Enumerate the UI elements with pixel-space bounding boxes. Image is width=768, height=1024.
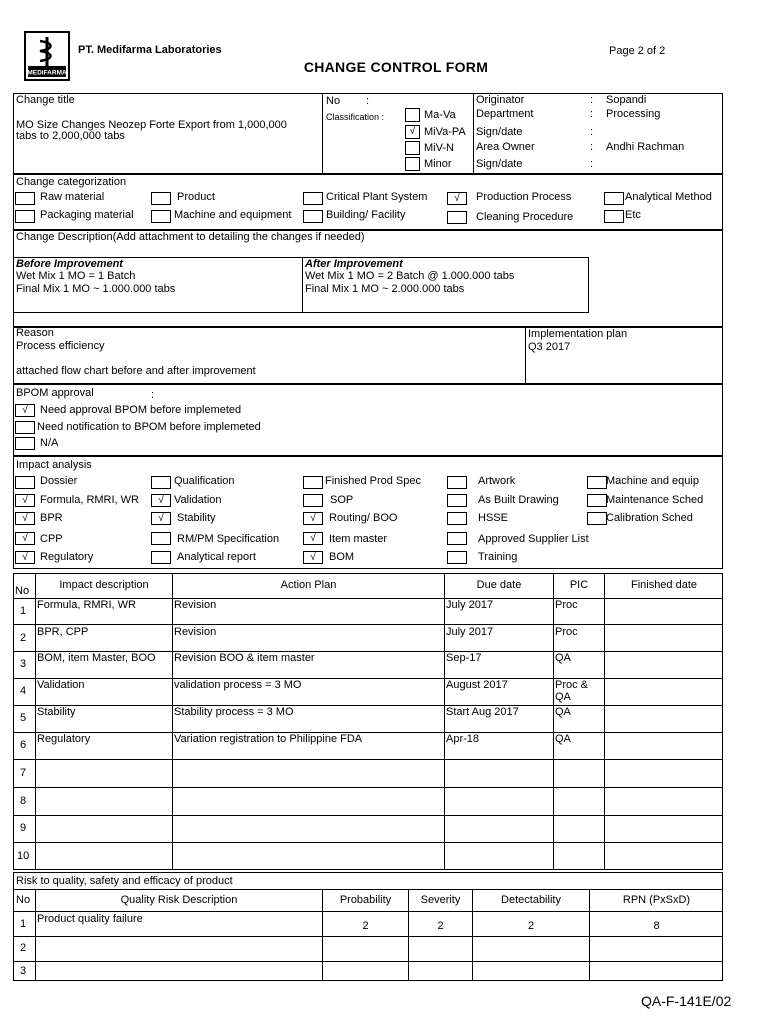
action-header-no: No — [15, 585, 30, 597]
impact-checkbox-qualification[interactable] — [151, 476, 171, 489]
impact-checkbox-analytical-report[interactable] — [151, 551, 171, 564]
table-row: 1 — [20, 605, 27, 617]
risk-header-no: No — [16, 894, 31, 906]
bpom-checkbox-na[interactable] — [15, 437, 35, 450]
department-value: Processing — [606, 108, 661, 120]
impact-checkbox-sop[interactable] — [303, 494, 323, 507]
bpom-label: BPOM approval — [16, 387, 94, 399]
bpom-checkbox-notification[interactable] — [15, 421, 35, 434]
category-checkbox-etc[interactable] — [604, 210, 624, 223]
originator-label: Originator — [476, 94, 525, 106]
form-title: CHANGE CONTROL FORM — [303, 59, 489, 75]
impact-checkbox-artwork[interactable] — [447, 476, 467, 489]
no-label: No — [326, 95, 341, 107]
change-title-line1: MO Size Changes Neozep Forte Export from 1,000,000 — [16, 119, 287, 131]
category-checkbox-machine[interactable] — [151, 210, 171, 223]
classification-label-ma-va: Ma-Va — [424, 109, 456, 121]
description-label: Change Description(Add attachment to detailing the changes if needed) — [16, 231, 365, 243]
impact-checkbox-routing[interactable]: √ — [303, 512, 323, 525]
impact-checkbox-hsse[interactable] — [447, 512, 467, 525]
classification-checkbox-ma-va[interactable] — [405, 108, 420, 122]
change-title-line2: tabs to 2,000,000 tabs — [16, 130, 125, 142]
impact-checkbox-item-master[interactable]: √ — [303, 532, 323, 545]
originator-sign-label: Sign/date — [476, 126, 523, 138]
category-checkbox-building[interactable] — [303, 210, 323, 223]
impact-checkbox-bpr[interactable]: √ — [15, 512, 35, 525]
area-owner-label: Area Owner — [476, 141, 535, 153]
classification-checkbox-miv-n[interactable] — [405, 141, 420, 155]
impact-label: Impact analysis — [16, 459, 92, 471]
area-owner-sign-label: Sign/date — [476, 158, 523, 170]
originator-value: Sopandi — [606, 94, 647, 106]
form-code: QA-F-141E/02 — [641, 993, 732, 1009]
table-row: 10 — [17, 850, 30, 862]
table-row: 9 — [20, 822, 27, 834]
impact-checkbox-formula[interactable]: √ — [15, 494, 35, 507]
table-row: 3 — [20, 658, 27, 670]
category-checkbox-packaging[interactable] — [15, 210, 35, 223]
action-header-pic: PIC — [569, 579, 589, 591]
classification-label-miv-n: MiV-N — [424, 142, 454, 154]
category-checkbox-analytical-method[interactable] — [604, 192, 624, 205]
implementation-plan-label: Implementation plan — [528, 328, 628, 340]
risk-label: Risk to quality, safety and efficacy of product — [16, 875, 233, 887]
classification-label: Classification : — [326, 112, 385, 122]
classification-label-minor: Minor — [424, 158, 452, 170]
risk-header-description: Quality Risk Description — [120, 894, 238, 906]
reason-value: Process efficiency — [16, 340, 105, 352]
table-row: 2 — [20, 942, 27, 954]
table-row: 7 — [20, 767, 27, 779]
classification-checkbox-minor[interactable] — [405, 157, 420, 171]
company-name: PT. Medifarma Laboratories — [78, 44, 222, 56]
implementation-plan-value: Q3 2017 — [528, 341, 571, 353]
action-header-plan: Action Plan — [280, 579, 337, 591]
category-checkbox-critical-plant[interactable] — [303, 192, 323, 205]
change-title-label: Change title — [16, 94, 75, 106]
after-title: After Improvement — [305, 258, 403, 270]
impact-checkbox-rmpm-spec[interactable] — [151, 532, 171, 545]
action-header-finished: Finished date — [630, 579, 698, 591]
risk-header-probability: Probability — [339, 894, 392, 906]
impact-checkbox-stability[interactable]: √ — [151, 512, 171, 525]
impact-checkbox-bom[interactable]: √ — [303, 551, 323, 564]
table-row: 3 — [20, 965, 27, 977]
impact-checkbox-training[interactable] — [447, 551, 467, 564]
bpom-section — [13, 384, 723, 456]
impact-checkbox-calibration[interactable] — [587, 512, 607, 525]
reason-attachment: attached flow chart before and after improvement — [16, 365, 256, 377]
classification-label-miva-pa: MiVa-PA — [424, 126, 466, 138]
action-header-due: Due date — [476, 579, 522, 591]
risk-header-detectability: Detectability — [501, 894, 561, 906]
page-number: Page 2 of 2 — [609, 45, 666, 57]
category-checkbox-product[interactable] — [151, 192, 171, 205]
impact-checkbox-dossier[interactable] — [15, 476, 35, 489]
action-plan-table — [13, 573, 723, 870]
svg-text:MEDIFARMA: MEDIFARMA — [27, 69, 67, 77]
reason-label: Reason — [16, 327, 54, 339]
table-row: 1 — [20, 918, 27, 930]
category-checkbox-production-process[interactable]: √ — [447, 192, 467, 205]
before-title: Before Improvement — [16, 258, 123, 270]
table-row: 5 — [20, 712, 27, 724]
impact-checkbox-as-built[interactable] — [447, 494, 467, 507]
categorization-label: Change categorization — [16, 176, 127, 188]
impact-checkbox-finished-prod-spec[interactable] — [303, 476, 323, 489]
impact-checkbox-validation[interactable]: √ — [151, 494, 171, 507]
impact-checkbox-supplier-list[interactable] — [447, 532, 467, 545]
table-row: 8 — [20, 795, 27, 807]
impact-checkbox-regulatory[interactable]: √ — [15, 551, 35, 564]
category-checkbox-cleaning[interactable] — [447, 211, 467, 224]
bpom-checkbox-approval[interactable]: √ — [15, 404, 35, 417]
classification-checkbox-miva-pa[interactable]: √ — [405, 125, 420, 139]
area-owner-value: Andhi Rachman — [606, 141, 685, 153]
table-row: 6 — [20, 739, 27, 751]
risk-header-rpn: RPN (PxSxD) — [622, 894, 691, 906]
table-row: 4 — [20, 685, 27, 697]
impact-checkbox-cpp[interactable]: √ — [15, 532, 35, 545]
table-row: 2 — [20, 632, 27, 644]
action-header-impact: Impact description — [59, 579, 149, 591]
impact-checkbox-maintenance[interactable] — [587, 494, 607, 507]
risk-header-severity: Severity — [420, 894, 461, 906]
category-checkbox-raw-material[interactable] — [15, 192, 35, 205]
department-label: Department — [476, 108, 534, 120]
impact-checkbox-machine-equip[interactable] — [587, 476, 607, 489]
